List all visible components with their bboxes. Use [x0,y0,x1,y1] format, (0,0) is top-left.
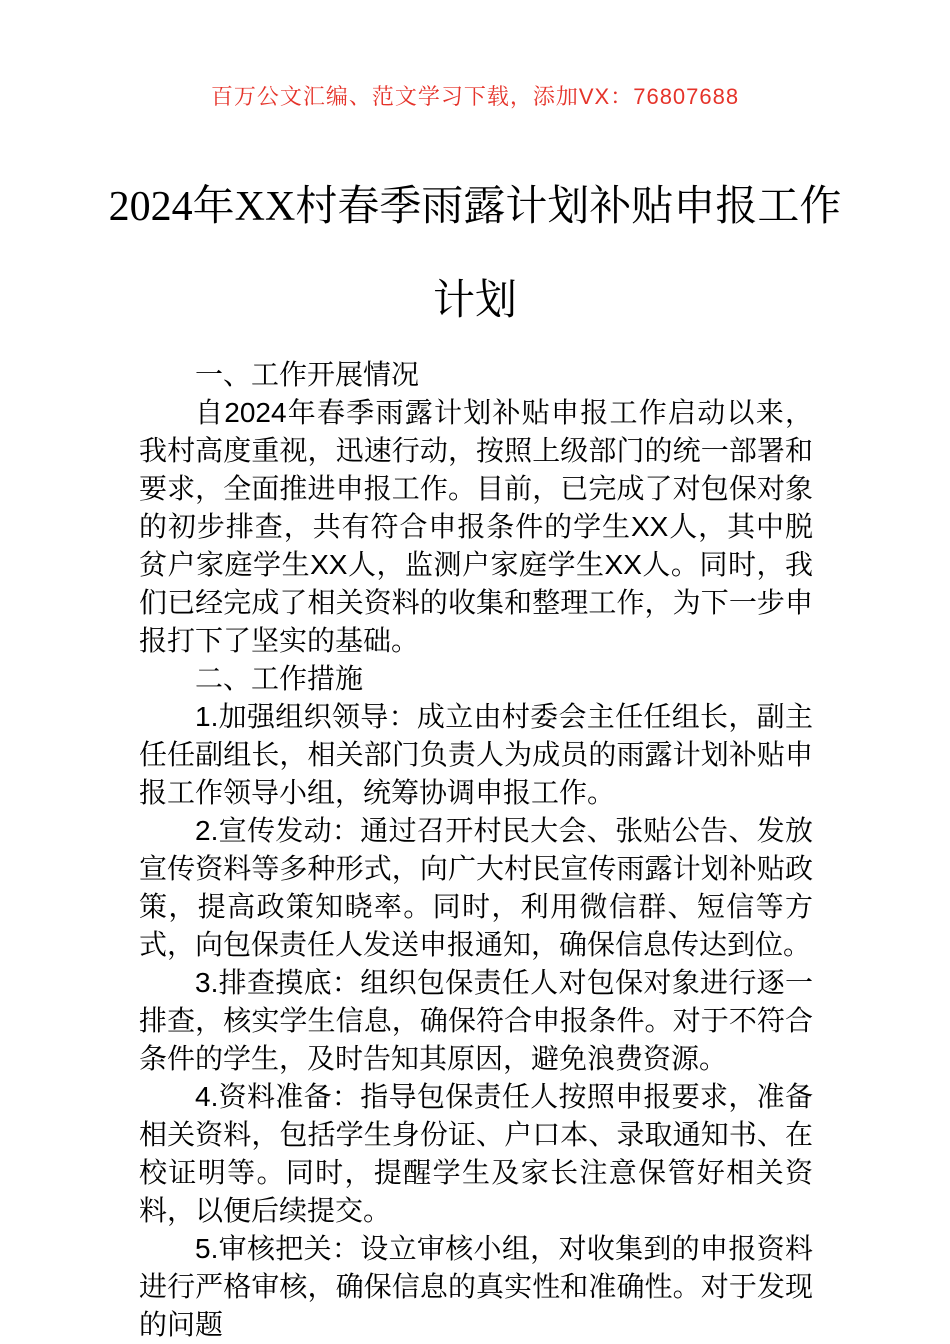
paragraph: 4.资料准备：指导包保责任人按照申报要求，准备相关资料，包括学生身份证、户口本、录取通知书、在校证明等。同时，提醒学生及家长注意保管好相关资料，以便后续提交。 [139,1081,813,1226]
document-title-line-2: 计划 [432,278,517,324]
header-notice: 百万公文汇编、范文学习下载，添加VX：76807688 [210,84,740,109]
section-2-heading: 二、工作措施 [195,663,364,694]
paragraph: 2.宣传发动：通过召开村民大会、张贴公告、发放宣传资料等多种形式，向广大村民宣传雨露计划补贴政策，提高政策知晓率。同时，利用微信群、短信等方式，向包保责任人发送申报通知，确保信息传达到位。 [139,815,813,960]
document-title-line-1: 2024年XX村春季雨露计划补贴申报工作 [108,184,842,230]
paragraph: 5.审核把关：设立审核小组，对收集到的申报资料进行严格审核，确保信息的真实性和准确性。对于发现的问题 [139,1233,813,1340]
paragraph: 自2024年春季雨露计划补贴申报工作启动以来，我村高度重视，迅速行动，按照上级部门的统一部署和要求，全面推进申报工作。目前，已完成了对包保对象的初步排查，共有符合申报条件的学生XX人，其中脱贫户家庭学生XX人，监测户家庭学生XX人。同时，我们已经完成了相关资料的收集和整理工作，为下一步申报打下了坚实的基础。 [139,397,813,656]
document-title [0,160,950,348]
paragraph: 3.排查摸底：组织包保责任人对包保对象进行逐一排查，核实学生信息，确保符合申报条件。对于不符合条件的学生，及时告知其原因，避免浪费资源。 [139,967,813,1074]
document-body [139,356,813,1344]
section-1-heading: 一、工作开展情况 [195,359,420,390]
paragraph: 1.加强组织领导：成立由村委会主任任组长，副主任任副组长，相关部门负责人为成员的雨露计划补贴申报工作领导小组，统筹协调申报工作。 [139,701,813,808]
